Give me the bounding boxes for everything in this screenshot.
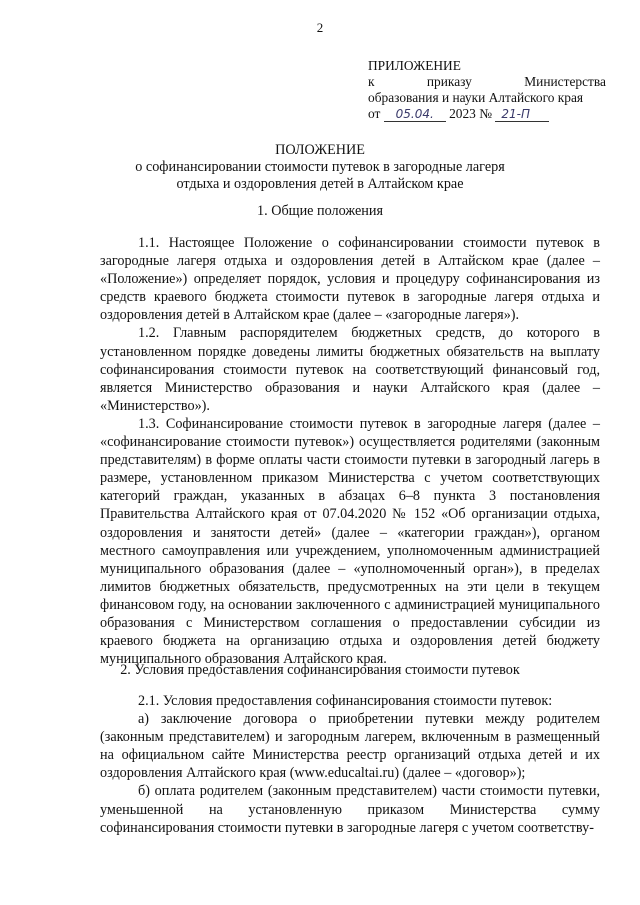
section-2-heading: 2. Условия предоставления софинансирования стоимости путевок — [120, 662, 520, 678]
appendix-title: ПРИЛОЖЕНИЕ — [368, 58, 461, 73]
document-title-line-1: ПОЛОЖЕНИЕ — [275, 142, 365, 158]
section-2-body — [100, 692, 600, 837]
paragraph-2-1-b: б) оплата родителем (законным представителем) части стоимости путевки, уменьшенной на установленную приказом Министерства сумму софинансирования стоимости путевки в загородные лагеря с учетом соответству- — [100, 783, 600, 836]
section-1-heading: 1. Общие положения — [257, 203, 383, 219]
paragraph-1-2: 1.2. Главным распорядителем бюджетных средств, до которого в установленном порядке доведены лимиты бюджетных обязательств на выплату софинансирования стоимости путевок на соответствующий финансовый год, является Министерство образования и науки Алтайского края (далее – «Министерство»). — [100, 325, 600, 414]
number-sign: № — [479, 106, 493, 121]
document-title — [0, 142, 640, 193]
handwritten-date: 05.04. — [384, 108, 446, 122]
appendix-date-line — [368, 106, 606, 122]
appendix-to: к — [368, 74, 375, 89]
appendix-block — [368, 58, 606, 122]
paragraph-1-3: 1.3. Софинансирование стоимости путевок в загородные лагеря (далее – «софинансирование стоимости путевок») осуществляется родителями (законным представителям) в форме оплаты части стоимости путевки в загородный лагерь в размере, установленном приказом Министерства с учетом соответствующих категорий граждан, указанных в абзацах 6–8 пункта 3 постановления Правительства Алтайского края от 07.04.2020 № 152 «Об организации отдыха, оздоровления и занятости детей» (далее – «категории граждан»), органом местного самоуправления или учреждением, уполномоченным администрацией муниципального образования (далее – «уполномоченный орган»), в пределах лимитов бюджетных обязательств, предусмотренных на эти цели в текущем финансовом году, на основании заключенного с администрацией муниципального образования с Министерством соглашения о предоставлении субсидии из краевого бюджета на организацию отдыха и оздоровления детей бюджету муниципального образования Алтайского края. — [100, 415, 600, 668]
document-title-line-3: отдыха и оздоровления детей в Алтайском крае — [176, 176, 464, 192]
paragraph-2-1: 2.1. Условия предоставления софинансирования стоимости путевок: — [138, 693, 553, 709]
paragraph-2-1-a: а) заключение договора о приобретении путевки между родителем (законным представителем) и загородным лагерем, включенным в размещенный на официальном сайте Министерства реестр организаций отдыха детей и их оздоровления Алтайского края (www.educaltai.ru) (далее – «договор»); — [100, 711, 600, 782]
appendix-line-1 — [368, 74, 606, 90]
appendix-ministry-word: Министерства — [524, 74, 606, 89]
paragraph-1-1: 1.1. Настоящее Положение о софинансировании стоимости путевок в загородные лагеря отдыха и оздоровления детей в Алтайском крае (далее – «Положение») определяет порядок, условия и процедуру софинансирования из средств краевого бюджета стоимости путевок в загородные лагеря отдыха и оздоровления детей в Алтайском крае (далее – «загородные лагеря»). — [100, 235, 600, 324]
handwritten-number: 21-П — [495, 108, 549, 122]
appendix-year: 2023 — [449, 106, 476, 121]
page-number: 2 — [316, 20, 324, 35]
appendix-line-2: образования и науки Алтайского края — [368, 90, 584, 105]
document-title-line-2: о софинансировании стоимости путевок в загородные лагеря — [135, 159, 505, 175]
appendix-from: от — [368, 106, 381, 121]
section-1-body — [100, 234, 600, 668]
appendix-order-word: приказу — [426, 74, 472, 89]
